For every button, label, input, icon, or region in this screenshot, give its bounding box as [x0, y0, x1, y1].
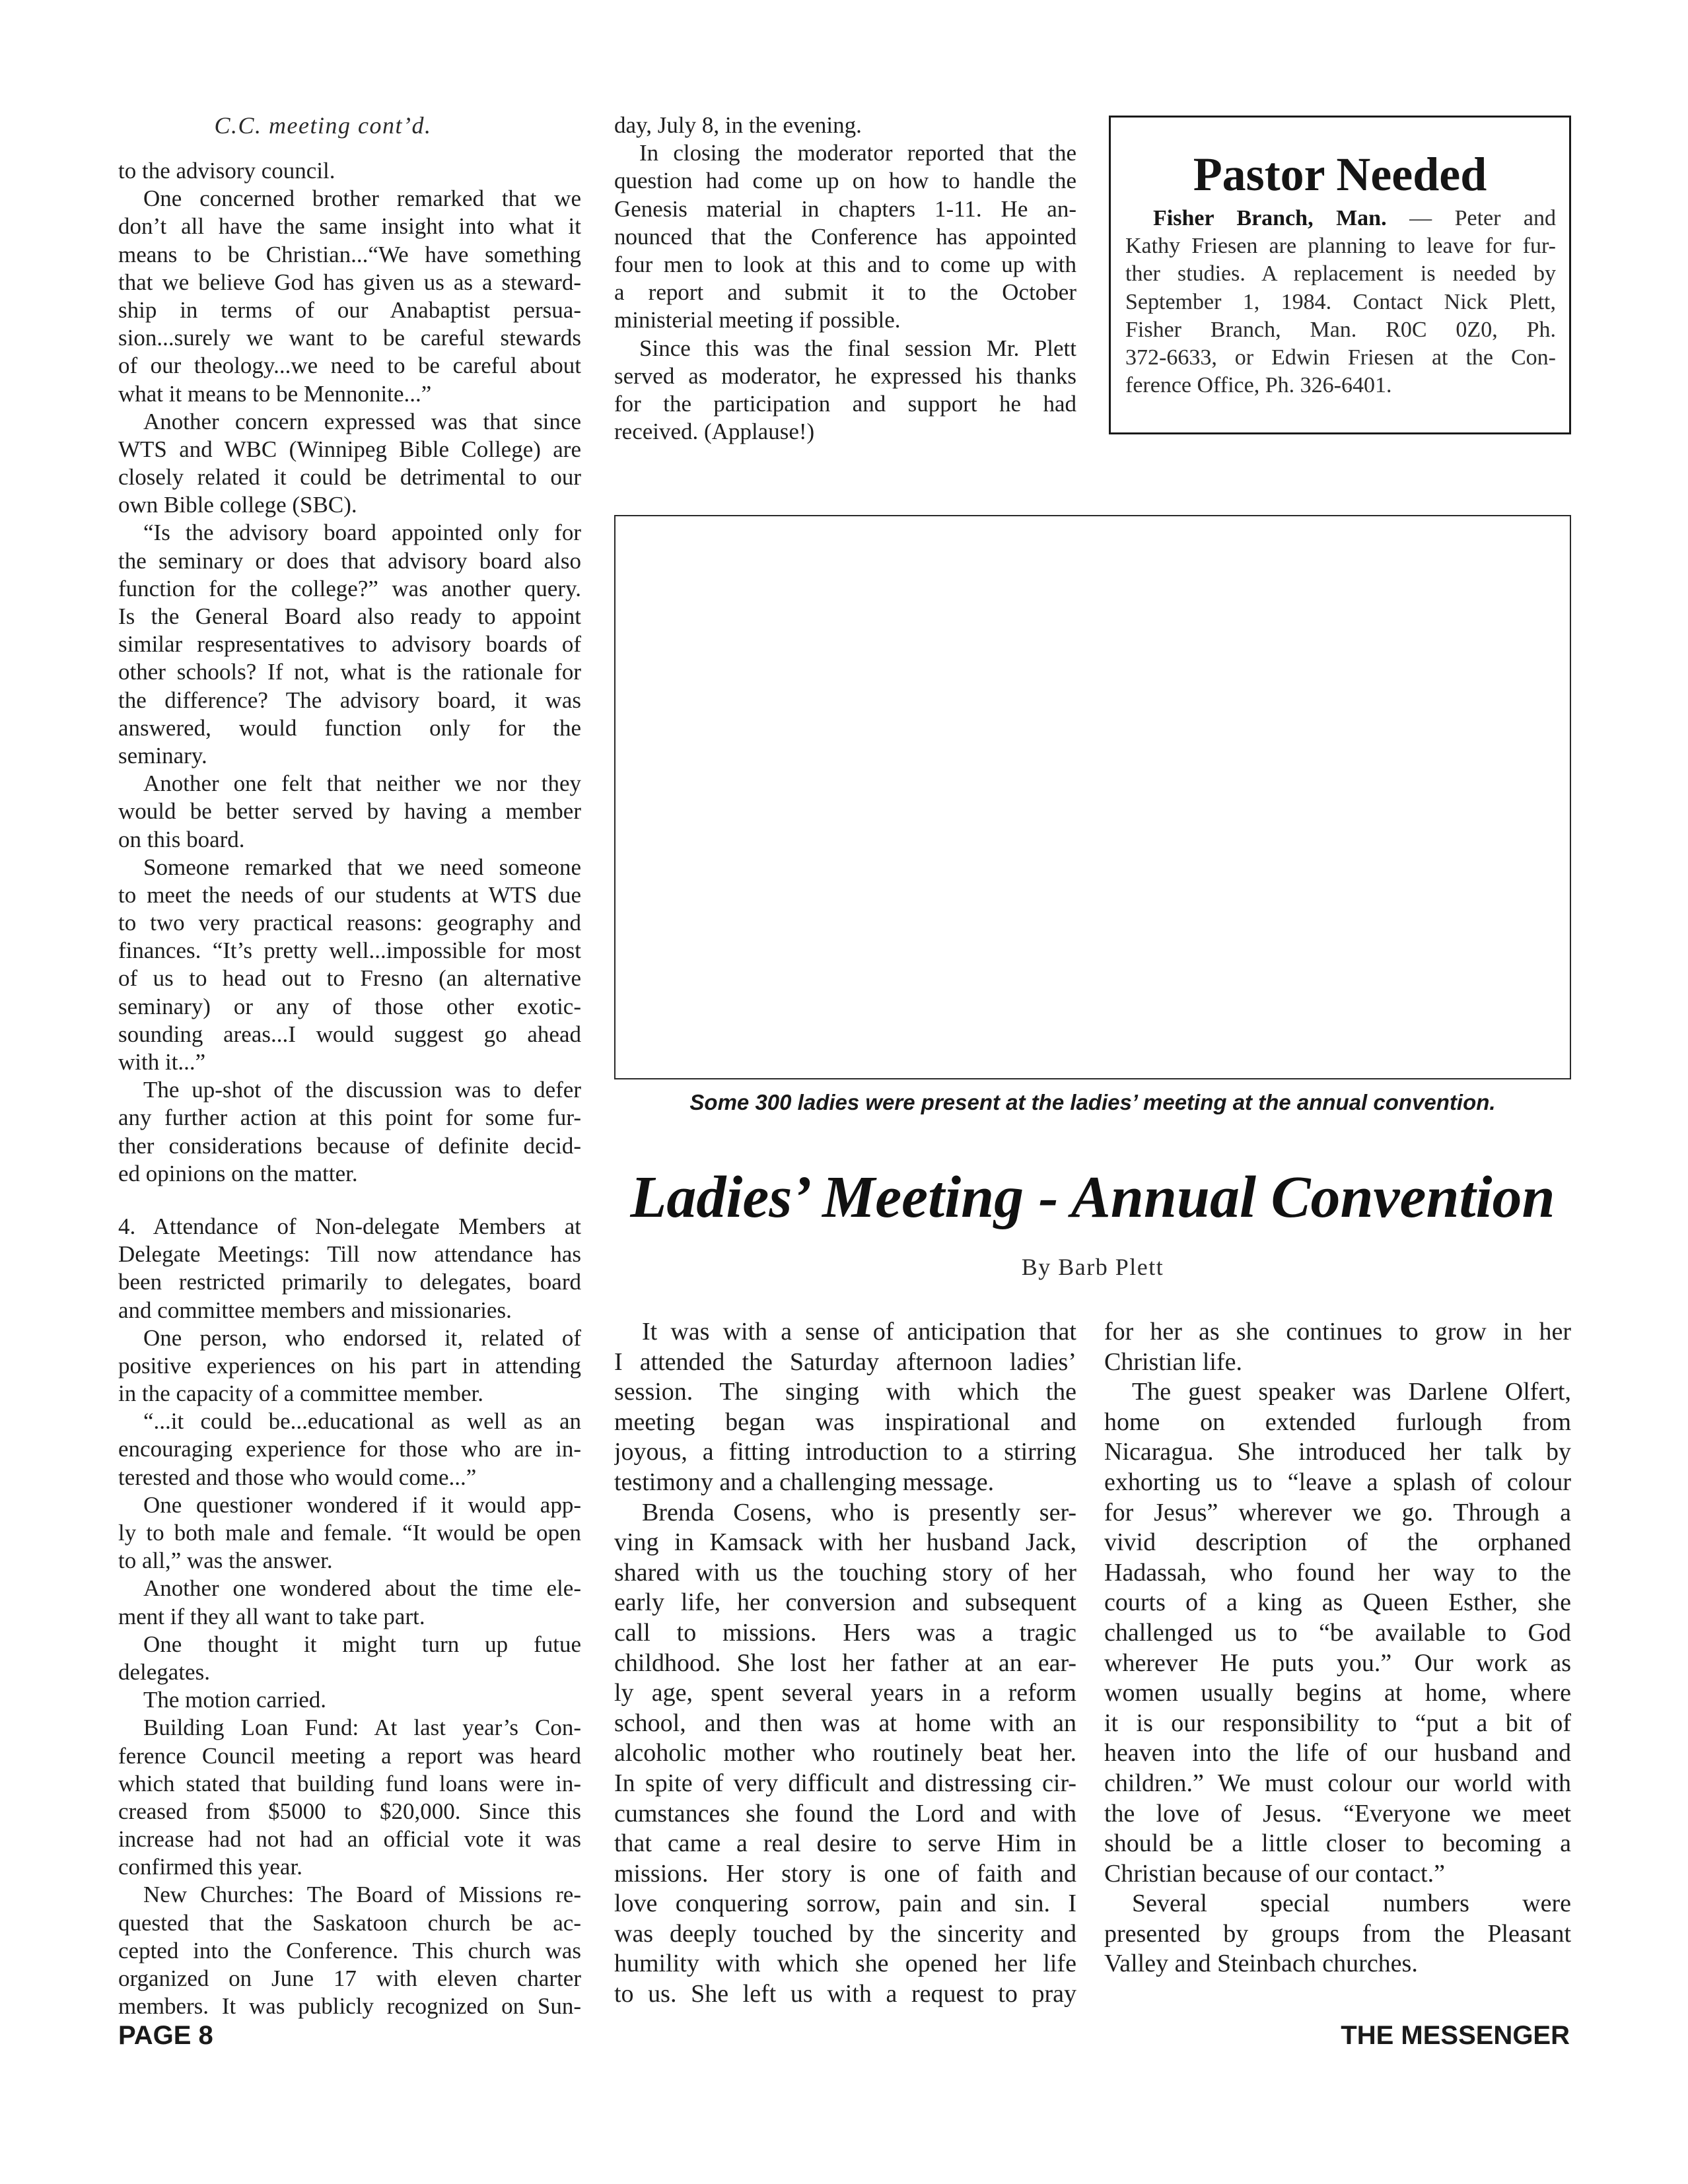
text-line: of our theology...we need to be careful about: [118, 353, 581, 379]
text-line: the love of Jesus. “Everyone we meet: [1104, 1799, 1571, 1827]
text-line: received. (Applause!): [614, 419, 815, 445]
article-column-2: [1104, 1317, 1571, 1979]
paragraph: [118, 185, 581, 408]
text-line: members. It was publicly recognized on Sun-: [118, 1993, 581, 2020]
text-line: session. The singing with which the: [614, 1378, 1076, 1406]
text-line: meeting began was inspirational and: [614, 1408, 1076, 1436]
article-column-1: [614, 1317, 1076, 2010]
text-line: Building Loan Fund: At last year’s Con-: [143, 1715, 581, 1741]
text-line: been restricted primarily to delegates, board: [118, 1269, 581, 1295]
paragraph: [614, 139, 1076, 334]
text-line: Kathy Friesen are planning to leave for fur-: [1125, 234, 1556, 259]
text-line: WTS and WBC (Winnipeg Bible College) are: [118, 436, 581, 462]
text-line: Valley and Steinbach churches.: [1104, 1950, 1418, 1978]
photo-frame: [614, 515, 1571, 1079]
text-line: creased from $5000 to $20,000. Since this: [118, 1798, 581, 1824]
text-line: Another one felt that neither we nor they: [143, 770, 581, 797]
text-line: day, July 8, in the evening.: [614, 112, 862, 138]
paragraph: [118, 1408, 581, 1491]
paragraph: [1104, 1377, 1571, 1889]
paragraph: [1125, 232, 1556, 399]
text-line: answered, would function only for the: [118, 714, 581, 741]
continued-article-column-middle: [614, 112, 1076, 446]
text-line: Delegate Meetings: Till now attendance has: [118, 1241, 581, 1268]
text-line: Christian life.: [1104, 1348, 1242, 1376]
text-line: seminary) or any of those other exotic-: [118, 993, 581, 1019]
text-line: In closing the moderator reported that the: [639, 140, 1076, 166]
text-line: means to be Christian...“We have something: [118, 241, 581, 267]
text-line: love conquering sorrow, pain and sin. I: [614, 1890, 1076, 1918]
text-line: Genesis material in chapters 1-11. He an-: [614, 195, 1076, 222]
paragraph: [118, 770, 581, 854]
text-line: challenged us to “be available to God: [1104, 1618, 1571, 1647]
text-line: Several special numbers were: [1132, 1890, 1571, 1918]
paragraph: [614, 335, 1076, 446]
pastor-needed-notice: [1109, 116, 1571, 434]
text-line: home on extended furlough from: [1104, 1408, 1571, 1436]
text-line: cepted into the Conference. This church was: [118, 1937, 581, 1963]
text-line: sion...surely we want to be careful stewards: [118, 325, 581, 351]
text-line: humility with which she opened her life: [614, 1950, 1076, 1978]
text-line: other schools? If not, what is the rationale for: [118, 659, 581, 685]
text-line: the seminary or does that advisory board also: [118, 547, 581, 574]
paragraph: [118, 1686, 581, 1714]
publication-name: THE MESSENGER: [1341, 2021, 1570, 2050]
text-line: for her as she continues to grow in her: [1104, 1318, 1571, 1346]
text-line: any further action at this point for some fur-: [118, 1105, 581, 1131]
text-line: ther studies. A replacement is needed by: [1125, 261, 1556, 287]
text-line: Hadassah, who found her way to the: [1104, 1558, 1571, 1587]
text-line: joyous, a fitting introduction to a stirring: [614, 1438, 1076, 1466]
text-line: ment if they all want to take part.: [118, 1603, 425, 1629]
text-line: alcoholic mother who routinely beat her.: [614, 1739, 1076, 1767]
text-line: September 1, 1984. Contact Nick Plett,: [1125, 289, 1556, 314]
text-line: the difference? The advisory board, it was: [118, 687, 581, 713]
paragraph: [118, 1213, 581, 1324]
text-line: positive experiences on his part in attending: [118, 1352, 581, 1379]
text-line: don’t all have the same insight into what it: [118, 213, 581, 240]
text-line: women usually begins at home, where: [1104, 1679, 1571, 1707]
text-line: presented by groups from the Pleasant: [1104, 1919, 1571, 1948]
text-line: shared with us the touching story of her: [614, 1558, 1076, 1587]
text-line: children.” We must colour our world with: [1104, 1769, 1571, 1797]
text-line: ed opinions on the matter.: [118, 1160, 358, 1186]
text-line: sounding areas...I would suggest go ahead: [118, 1021, 581, 1047]
text-line: missions. Her story is one of faith and: [614, 1859, 1076, 1888]
text-line: Nicaragua. She introduced her talk by: [1104, 1438, 1571, 1466]
text-line: ministerial meeting if possible.: [614, 307, 901, 333]
paragraph: [614, 1498, 1076, 2010]
text-line: childhood. She lost her father at an ear-: [614, 1649, 1076, 1677]
text-line: cumstances she found the Lord and with: [614, 1799, 1076, 1827]
text-line: exhorting us to “leave a splash of colour: [1104, 1468, 1571, 1496]
text-line: The guest speaker was Darlene Olfert,: [1132, 1378, 1571, 1406]
text-line: school, and then was at home with an: [614, 1709, 1076, 1737]
text-line: ference Office, Ph. 326-6401.: [1125, 373, 1392, 398]
text-line: ving in Kamsack with her husband Jack,: [614, 1528, 1076, 1557]
paragraph: [614, 1317, 1076, 1498]
text-line: question had come up on how to handle the: [614, 168, 1076, 194]
text-line: in the capacity of a committee member.: [118, 1381, 483, 1407]
text-line: own Bible college (SBC).: [118, 492, 357, 518]
text-line: The up-shot of the discussion was to defer: [143, 1077, 581, 1103]
text-line: that we believe God has given us as a steward-: [118, 269, 581, 295]
text-line: of us to head out to Fresno (an alternative: [118, 965, 581, 992]
text-line: that came a real desire to serve Him in: [614, 1829, 1076, 1858]
text-line: ly age, spent several years in a reform: [614, 1679, 1076, 1707]
text-line: Brenda Cosens, who is presently ser-: [642, 1498, 1076, 1526]
photo-caption: Some 300 ladies were present at the ladies’ meeting at the annual convention.: [689, 1090, 1496, 1114]
text-line: Christian because of our contact.”: [1104, 1859, 1445, 1888]
notice-first-line: [1125, 205, 1556, 232]
text-line: to the advisory council.: [118, 158, 335, 184]
text-line: on this board.: [118, 826, 245, 852]
text-line: was deeply touched by the sincerity and: [614, 1919, 1076, 1948]
text-line: ly to both male and female. “It would be open: [118, 1520, 581, 1546]
text-line: similar respresentatives to advisory boards of: [118, 631, 581, 658]
text-line: Is the General Board also ready to appoint: [118, 603, 581, 629]
text-line: confirmed this year.: [118, 1854, 302, 1880]
text-line: wherever He puts you.” Our work as: [1104, 1649, 1571, 1677]
text-line: vivid description of the orphaned: [1104, 1528, 1571, 1557]
text-line: “...it could be...educational as well as an: [143, 1408, 581, 1435]
text-line: I attended the Saturday afternoon ladies’: [614, 1348, 1076, 1376]
text-line: ther considerations because of definite decid-: [118, 1132, 581, 1159]
text-line: a report and submit it to the October: [614, 279, 1076, 306]
paragraph: [118, 157, 581, 185]
text-line: early life, her conversion and subsequent: [614, 1588, 1076, 1617]
text-line: It was with a sense of anticipation that: [642, 1318, 1076, 1346]
text-line: courts of a king as Queen Esther, she: [1104, 1588, 1571, 1617]
text-line: Someone remarked that we need someone: [143, 854, 581, 880]
paragraph: [1104, 1317, 1571, 1377]
text-line: should be a little closer to becoming a: [1104, 1829, 1571, 1858]
paragraph: [118, 519, 581, 770]
text-line: 4. Attendance of Non-delegate Members at: [118, 1213, 581, 1239]
text-line: Another one wondered about the time ele-: [143, 1575, 581, 1602]
text-line: New Churches: The Board of Missions re-: [143, 1882, 581, 1908]
text-line: for Jesus” wherever we go. Through a: [1104, 1498, 1571, 1526]
text-line: testimony and a challenging message.: [614, 1468, 995, 1496]
text-line: 372-6633, or Edwin Friesen at the Con-: [1125, 345, 1556, 370]
text-line: One thought it might turn up futue: [143, 1631, 581, 1657]
text-line: organized on June 17 with eleven charter: [118, 1965, 581, 1991]
text-line: closely related it could be detrimental to our: [118, 464, 581, 491]
text-line: The motion carried.: [143, 1687, 326, 1713]
text-line: it is our responsibility to “put a bit of: [1104, 1709, 1571, 1737]
notice-location: Fisher Branch, Man.: [1153, 206, 1387, 230]
text-line: ship in terms of our Anabaptist persua-: [118, 296, 581, 323]
notice-title: Pastor Needed: [1193, 148, 1487, 201]
paragraph: [118, 1714, 581, 1881]
text-line: One questioner wondered if it would app-: [143, 1491, 581, 1518]
paragraph: [118, 408, 581, 520]
text-line: and committee members and missionaries.: [118, 1297, 512, 1323]
text-line: Fisher Branch, Man. R0C 0Z0, Ph.: [1125, 317, 1556, 342]
text-line: delegates.: [118, 1658, 210, 1685]
notice-first-line-text: — Peter and: [1409, 206, 1556, 230]
paragraph: [118, 854, 581, 1077]
text-line: finances. “It’s pretty well...impossible for most: [118, 938, 581, 964]
text-line: call to missions. Hers was a tragic: [614, 1618, 1076, 1647]
paragraph: [118, 1324, 581, 1408]
text-line: for the participation and support he had: [614, 390, 1076, 417]
text-line: ference Council meeting a report was heard: [118, 1742, 581, 1769]
text-line: terested and those who would come...”: [118, 1464, 477, 1490]
continued-label: C.C. meeting cont’d.: [214, 112, 432, 139]
paragraph: [118, 1076, 581, 1188]
text-line: to meet the needs of our students at WTS due: [118, 881, 581, 908]
text-line: would be better served by having a member: [118, 798, 581, 825]
text-line: to two very practical reasons: geography and: [118, 910, 581, 936]
text-line: four men to look at this and to come up with: [614, 251, 1076, 277]
text-line: with it...”: [118, 1049, 206, 1075]
text-line: Another concern expressed was that since: [143, 408, 581, 434]
paragraph: [118, 1491, 581, 1575]
page-number: PAGE 8: [118, 2021, 213, 2050]
text-line: heaven into the life of our husband and: [1104, 1739, 1571, 1767]
text-line: served as moderator, he expressed his thanks: [614, 362, 1076, 389]
notice-body: [1125, 205, 1556, 399]
text-line: One concerned brother remarked that we: [143, 186, 581, 212]
text-line: to all,” was the answer.: [118, 1548, 333, 1574]
text-line: nounced that the Conference has appointed: [614, 223, 1076, 250]
text-line: “Is the advisory board appointed only for: [143, 520, 581, 546]
paragraph: [1104, 1889, 1571, 1979]
text-line: encouraging experience for those who are in-: [118, 1436, 581, 1462]
text-line: which stated that building fund loans were in-: [118, 1770, 581, 1796]
text-line: function for the college?” was another query.: [118, 575, 581, 601]
text-line: Since this was the final session Mr. Plett: [639, 335, 1076, 361]
text-line: seminary.: [118, 742, 207, 768]
article-byline: By Barb Plett: [1021, 1254, 1164, 1280]
paragraph: [118, 1575, 581, 1630]
article-headline: Ladies’ Meeting - Annual Convention: [630, 1165, 1555, 1230]
paragraph: [118, 1881, 581, 2020]
text-line: increase had not had an official vote it was: [118, 1826, 581, 1853]
text-line: One person, who endorsed it, related of: [143, 1324, 581, 1351]
paragraph: [614, 112, 1076, 139]
continued-article-column-left: [118, 157, 581, 2020]
text-line: to us. She left us with a request to pray: [614, 1980, 1076, 2008]
text-line: quested that the Saskatoon church be ac-: [118, 1909, 581, 1936]
text-line: In spite of very difficult and distressing cir-: [614, 1769, 1076, 1797]
paragraph: [118, 1631, 581, 1686]
text-line: what it means to be Mennonite...”: [118, 380, 432, 407]
